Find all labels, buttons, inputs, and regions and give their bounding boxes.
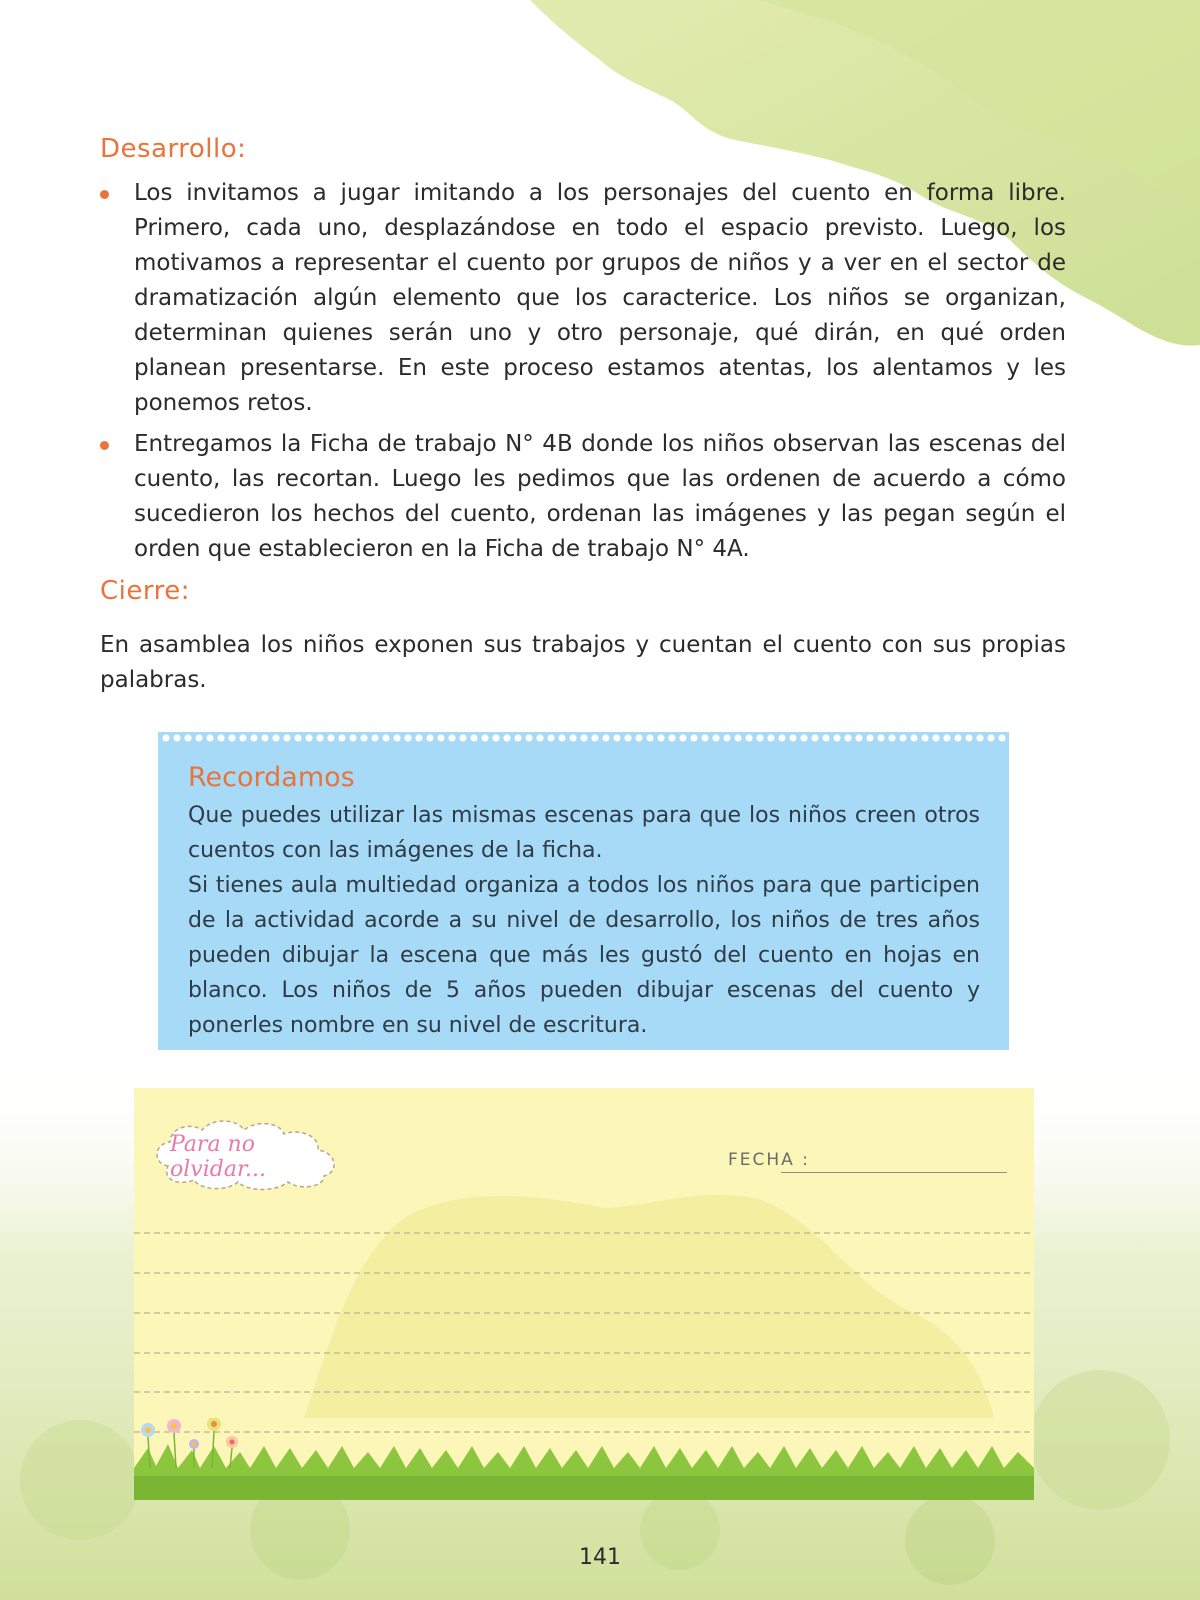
section-title-development: Desarrollo:: [100, 134, 247, 164]
hole-dot: [899, 734, 906, 741]
hole-dot: [965, 734, 972, 741]
hole-dot: [657, 734, 664, 741]
hole-dot: [833, 734, 840, 741]
hole-dot: [261, 734, 268, 741]
hole-dot: [778, 734, 785, 741]
hole-dot: [591, 734, 598, 741]
hole-dot: [712, 734, 719, 741]
hole-dot: [426, 734, 433, 741]
hole-dot: [250, 734, 257, 741]
grass-decoration: [134, 1418, 1034, 1500]
hole-dot: [448, 734, 455, 741]
closing-paragraph: En asamblea los niños exponen sus trabajos y cuentan el cuento con sus propias palabras.: [100, 632, 1066, 693]
hole-dot: [767, 734, 774, 741]
hole-dot: [228, 734, 235, 741]
hole-dot: [536, 734, 543, 741]
hole-dot: [338, 734, 345, 741]
note-paragraph: Si tienes aula multiedad organiza a todos los niños para que participen de la actividad acorde a su nivel de desarrollo, los niños de tres años pueden dibujar la escena que más les gustó del cuento en hojas en blanco. Los niños de 5 años pueden dibujar escenas del cuento y ponerles nombre en su nivel de escritura.: [188, 873, 980, 1038]
hole-dot: [514, 734, 521, 741]
hole-dot: [360, 734, 367, 741]
hole-dot: [910, 734, 917, 741]
hole-dot: [195, 734, 202, 741]
bullet-dot-icon: [100, 190, 109, 199]
bullet-text: Los invitamos a jugar imitando a los personajes del cuento en forma libre. Primero, cada uno, desplazándose en todo el espacio previsto. Luego, los motivamos a representar el cuento por grupos de niños y a ver en el sector de dramatización algún elemento que los caracterice. Los niños se organizan, determinan quienes serán uno y otro personaje, qué dirán, en qué orden planean presentarse. En este proceso estamos atentas, los alentamos y les ponemos retos.: [134, 180, 1066, 416]
hole-dot: [305, 734, 312, 741]
hole-dot: [855, 734, 862, 741]
hole-dot: [866, 734, 873, 741]
hole-dot: [481, 734, 488, 741]
hole-dot: [613, 734, 620, 741]
hole-dot: [437, 734, 444, 741]
hole-dot: [954, 734, 961, 741]
hole-dot: [756, 734, 763, 741]
hole-dot: [723, 734, 730, 741]
section-title-closing: Cierre:: [100, 576, 190, 606]
hole-dot: [239, 734, 246, 741]
hole-dot: [690, 734, 697, 741]
hole-dot: [217, 734, 224, 741]
hole-dot: [569, 734, 576, 741]
hole-dot: [921, 734, 928, 741]
hole-dot: [888, 734, 895, 741]
hole-dot: [822, 734, 829, 741]
hole-dot: [547, 734, 554, 741]
hole-dot: [272, 734, 279, 741]
memo-label: Para no olvidar...: [170, 1132, 267, 1182]
note-paragraph: Que puedes utilizar las mismas escenas para que los niños creen otros cuentos con las imágenes de la ficha.: [188, 803, 980, 863]
hole-dot: [327, 734, 334, 741]
note-title: Recordamos: [188, 762, 355, 793]
hole-dot: [415, 734, 422, 741]
hole-dot: [283, 734, 290, 741]
hole-dot: [943, 734, 950, 741]
hole-dot: [844, 734, 851, 741]
hole-dot: [459, 734, 466, 741]
hole-dot: [580, 734, 587, 741]
hole-dot: [470, 734, 477, 741]
hole-dot: [558, 734, 565, 741]
hole-dot: [745, 734, 752, 741]
page-number: 141: [579, 1545, 621, 1570]
hole-dot: [162, 734, 169, 741]
hole-dot: [701, 734, 708, 741]
hole-dot: [602, 734, 609, 741]
hole-dot: [668, 734, 675, 741]
bullet-dot-icon: [100, 441, 109, 450]
hole-dot: [789, 734, 796, 741]
hole-dot: [800, 734, 807, 741]
hole-dot: [877, 734, 884, 741]
hole-dot: [382, 734, 389, 741]
hole-dot: [404, 734, 411, 741]
hole-dot: [503, 734, 510, 741]
hole-dot: [811, 734, 818, 741]
hole-dot: [206, 734, 213, 741]
list-item: [100, 176, 1066, 421]
hole-dot: [294, 734, 301, 741]
hole-dot: [184, 734, 191, 741]
list-item: [100, 427, 1066, 567]
hole-dot: [393, 734, 400, 741]
hole-dot: [646, 734, 653, 741]
hole-dot: [316, 734, 323, 741]
hole-dot: [679, 734, 686, 741]
reminder-note: [158, 732, 1009, 1050]
hole-dot: [635, 734, 642, 741]
hole-dot: [525, 734, 532, 741]
hole-dot: [734, 734, 741, 741]
memo-card: [134, 1088, 1034, 1500]
hole-dot: [998, 734, 1005, 741]
hole-dot: [492, 734, 499, 741]
notebook-holes: [158, 732, 1009, 752]
hole-dot: [371, 734, 378, 741]
hole-dot: [349, 734, 356, 741]
date-label: FECHA :: [728, 1150, 810, 1170]
hole-dot: [173, 734, 180, 741]
bullet-text: Entregamos la Ficha de trabajo N° 4B donde los niños observan las escenas del cuento, las recortan. Luego les pedimos que las ordenen de acuerdo a cómo sucedieron los hechos del cuento, ordenan las imágenes y las pegan según el orden que establecieron en la Ficha de trabajo N° 4A.: [134, 431, 1066, 562]
date-field-line[interactable]: [781, 1172, 1007, 1173]
hole-dot: [976, 734, 983, 741]
hole-dot: [932, 734, 939, 741]
hole-dot: [987, 734, 994, 741]
note-body: [188, 798, 980, 1043]
development-bullet-list: [100, 176, 1066, 573]
hole-dot: [624, 734, 631, 741]
